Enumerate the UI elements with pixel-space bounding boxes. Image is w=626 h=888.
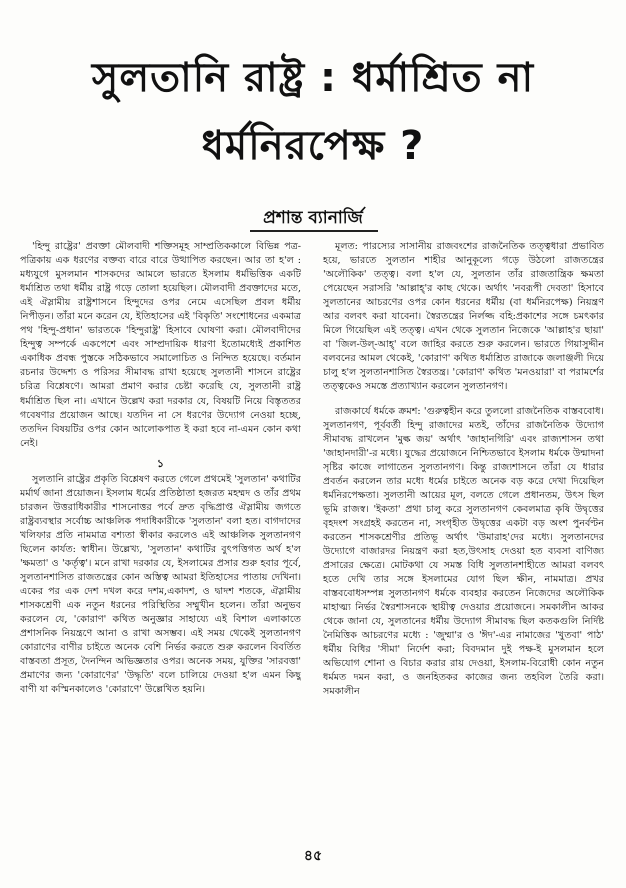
page-number-wrapper: [0, 848, 626, 864]
right-paragraph-1: মূলত: পারস্যের সাসানীয় রাজবংশের রাজনৈতিক তত্ত্বধারা প্রভাবিত হয়ে, ভারতে সুলতান শাহীর আনুকূল্যে গড়ে উঠলো রাজতন্ত্রের 'অলৌকিক' তত্ত্ব। বলা হ'ল যে, সুলতান তাঁর রাজতান্ত্রিক ক্ষমতা পেয়েছেন সরাসরি 'আল্লাহ্'র কাছ থেকে। অর্থাৎ 'নবরূপী দেবতা' হিসাবে সুলতানের আচরণের ওপর কোন ধরনের ধর্মীয় (বা ধর্মনিরপেক্ষ) নিয়ন্ত্রণ আর বলবৎ করা যাবেনা। স্বৈরতন্ত্রের নির্লজ্জ বহি:প্রকাশের সঙ্গে চমৎকার মিলে গিয়েছিল এই তত্ত্ব। এখন থেকে সুলতান নিজেকে 'আল্লাহ'র ছায়া' বা 'জিল-উল্-আহ্' বলে জাহির করতে শুরু করলেন। ভারতে গিয়াসুদ্দীন বলবনের আমল থেকেই, 'কোরাণ' কথিত ধর্মাশ্রিত রাজাকে জলাঞ্জলী দিয়ে চালু হ'ল সুলতানশাসিত স্বৈরতন্ত্র। 'কোরাণ' কথিত 'মনওয়ারা' বা পরামর্শের তত্ত্বকেও সমস্তে প্রত্যাখ্যান করলেন সুলতানগণ।: [323, 241, 604, 393]
left-column: [20, 240, 301, 850]
intro-paragraph: 'হিন্দু রাষ্ট্রের' প্রবক্তা মৌলবাদী শক্তিসমূহ সাম্প্রতিককালে বিভিন্ন পত্র-পত্রিকায় এক ধরণের বক্তব্য বারে বারে উত্থাপিত করছেন। আর তা হ'ল : মধ্যযুগে মুসলমান শাসকদের আমলে ভারতে ইসলাম ধর্মভিত্তিক একটি ধর্মাশ্রিত তথা ধর্মীয় রাষ্ট্র গড়ে তোলা হয়েছিল। মৌলবাদী প্রবক্তাদের মতে, এই ঐস্লামীয় রাষ্ট্রশাসনে হিন্দুদের ওপর নেমে এসেছিল প্রবল ধর্মীয় নিপীড়ন। তাঁরা মনে করেন যে, ইতিহাসের এই 'বিকৃতি' সংশোধনের একমাত্র পথ 'হিন্দু-প্রধান' ভারতকে 'হিন্দুরাষ্ট্র' হিসাবে ঘোষণা করা। মৌলবাদীদের হিন্দুত্ব সম্পর্কে একপেশে এবং সাম্প্রদায়িক ধারণা ইতোমধ্যেই প্রকাশিত একাধিক প্রবন্ধ পুস্তকে সঠিকভাবে সমালোচিত ও নিন্দিত হয়েছে। বর্তমান রচনার উদ্দেশ্য ও পরিসর সীমাবদ্ধ রাখা হয়েছে সুলতানী শাসনে রাষ্ট্রের চরিত্র বিশ্লেষণে। আমরা প্রমাণ করার চেষ্টা করেছি যে, সুলতানী রাষ্ট্র ধর্মাশ্রিত ছিল না। এখানে উল্লেখ করা দরকার যে, বিষয়টি নিয়ে বিস্তৃততর গবেষণার প্রয়োজন আছে। যতদিন না সে ধরণের উদ্যোগ নেওয়া হচ্ছে, ততদিন বিষয়টির ওপর কোন আলোকপাত ই করা হবে না-এমন কোন কথা নেই।: [20, 241, 301, 449]
author-byline: প্রশান্ত ব্যানার্জি: [263, 208, 363, 228]
page-number: ৪৫: [298, 848, 328, 864]
right-paragraph-2: রাজকার্যে ধর্মকে ক্রমশ: 'গুরুত্বহীন করে তুললো রাজনৈতিক বাস্তববোধ। সুলতানগণ, পূর্ববর্তী হিন্দু রাজাদের মতই, তাঁদের রাজনৈতিক উদ্যোগ সীমাবদ্ধ রাখলেন 'মুল্ক জয়' অর্থাৎ 'জাহানগিরি' এবং রাজ্যশাসন তথা 'জাহানদারী'-র মধ্যে। যুদ্ধের প্রয়োজনে নিশ্চিতভাবে ইসলাম ধর্মকে উন্মাদনা সৃষ্টির কাজে লাগাতেন সুলতানগণ। কিন্তু রাজ্যশাসনে তাঁরা যে ধারার প্রবর্তন করলেন তার মধ্যে ধর্মের চাইতে অনেক বড় করে দেখা দিয়েছিল ধর্মনিরপেক্ষতা। সুলতানী আয়ের মূল, বলতে গেলে প্রধানতম, উৎস ছিল ভূমি রাজস্ব। 'ইকতা' প্রথা চালু করে সুলতানগণ কেবলমাত্র কৃষি উদ্বৃত্তের বৃহদংশ সংগ্রহই করতেন না, সংগৃহীত উদ্বৃত্তের একটা বড় অংশ পুনর্বণ্টন করতেন শাসকশ্রেণীর প্রতিভূ অর্থাৎ 'উমারাহ'দের মধ্যে। সুলতানদের উদ্যোগে বাজারদর নিয়ন্ত্রণ করা হত,উৎসাহ দেওয়া হত ব্যবসা বাণিজ্য প্রসারের ক্ষেত্রে। মোটকথা যে সমস্ত বিধি সুলতানশাহীতে আমরা বলবৎ হতে দেখি তার সঙ্গে ইসলামের যোগ ছিল ক্ষীন, নামমাত্র। প্রখর বাস্তববোধসম্পন্ন সুলতানগণ ধর্মকে ব্যবহার করতেন নিজেদের অলৌকিক মাহাত্ম্য নির্ভর স্বৈরশাসনকে স্থায়ীত্ব দেওয়ার প্রয়োজনে। সমকালীন আকর থেকে জানা যে, সুলতানের ধর্মীয় উদ্যোগ সীমাবদ্ধ ছিল কতকগুলি নির্দিষ্ট নৈমিত্তিক আচরণের মধ্যে : 'জুম্মা'র ও 'ঈদ'-এর নামাজের 'খুতবা' পাঠ' ধর্মীয় বিধির 'সীমা' নির্দেশ করা; বিবদমান দুই পক্ষ-ই মুসলমান হলে অভিযোগ শোনা ও বিচার করার রায় দেওয়া, ইসলাম-বিরোধী কোন নতুন ধর্মমত দমন করা, ও জনহিতকর কাজের জন্য তহবিল তৈরি করা। সমকালীন: [323, 405, 604, 698]
article-title-line-2: ধর্মনিরপেক্ষ ?: [201, 123, 425, 169]
section-1-paragraph: সুলতানি রাষ্ট্রের প্রকৃতি বিশ্লেষণ করতে গেলে প্রথমেই 'সুলতান' কথাটির মর্মার্থ জানা প্রয়োজন। ইসলাম ধর্মের প্রতিষ্ঠাতা হজরত মহম্মদ ও তাঁর প্রথম চারজন উত্তরাধিকারীর শাসনোত্তর পর্বে দ্রুত বৃদ্ধিপ্রাপ্ত ঐস্লামীয় জগতে রাষ্ট্রব্যবস্থার সর্বোচ্চ আঞ্চলিক পদাধিকারীকে 'সুলতান' বলা হত। বাগদাদের খলিফার প্রতি নামমাত্র বশ্যতা স্বীকার করলেও এই আঞ্চলিক সুলতানগণ ছিলেন কার্যত: স্বাধীন। উল্লেখ্য, 'সুলতান' কথাটির বুৎপত্তিগত অর্থ হ'ল 'ক্ষমতা' ও 'কর্তৃত্ব'। মনে রাখা দরকার যে, ইসলামের প্রসার শুরু হবার পূর্বে, সুলতানশাসিত রাজতন্ত্রের কোন অস্তিত্ব আমরা ইতিহাসের পাতায় দেখিনা। একের পর এক দেশ দখল করে দশম,একাদশ, ও দ্বাদশ শতকে, ঐস্লামীয় শাসকশ্রেণী এক নতুন ধরনের পরিস্থিতির সম্মুখীন হলেন। তাঁরা অনুভব করলেন যে, 'কোরাণ' কথিত অনুজ্ঞার সাহায্যে এই বিশাল এলাকাতে প্রশাসনিক নিয়ন্ত্রণে আনা ও রাখা অসম্ভব। এই সময় থেকেই সুলতানগণ কোরাণের বাণীর চাইতে অনেক বেশি নির্ভর করতে শুরু করলেন বিবর্তিত বাস্তবতা প্রসূত, দৈনন্দিন অভিজ্ঞতার ওপর। অনেক সময়, যুক্তির 'সারবত্তা' প্রমাণের জন্য 'কোরাণের' 'উদ্ধৃতি' বলে চালিয়ে দেওয়া হ'ল এমন কিছু বাণী যা কস্মিনকালেও 'কোরাণে' উল্লেখিত হয়নি।: [20, 473, 301, 696]
author-underline: [250, 230, 378, 232]
article-title-line-1: সুলতানি রাষ্ট্র : ধর্মাশ্রিত না: [91, 55, 535, 101]
right-column: [323, 240, 604, 850]
section-number: ১: [156, 456, 165, 470]
